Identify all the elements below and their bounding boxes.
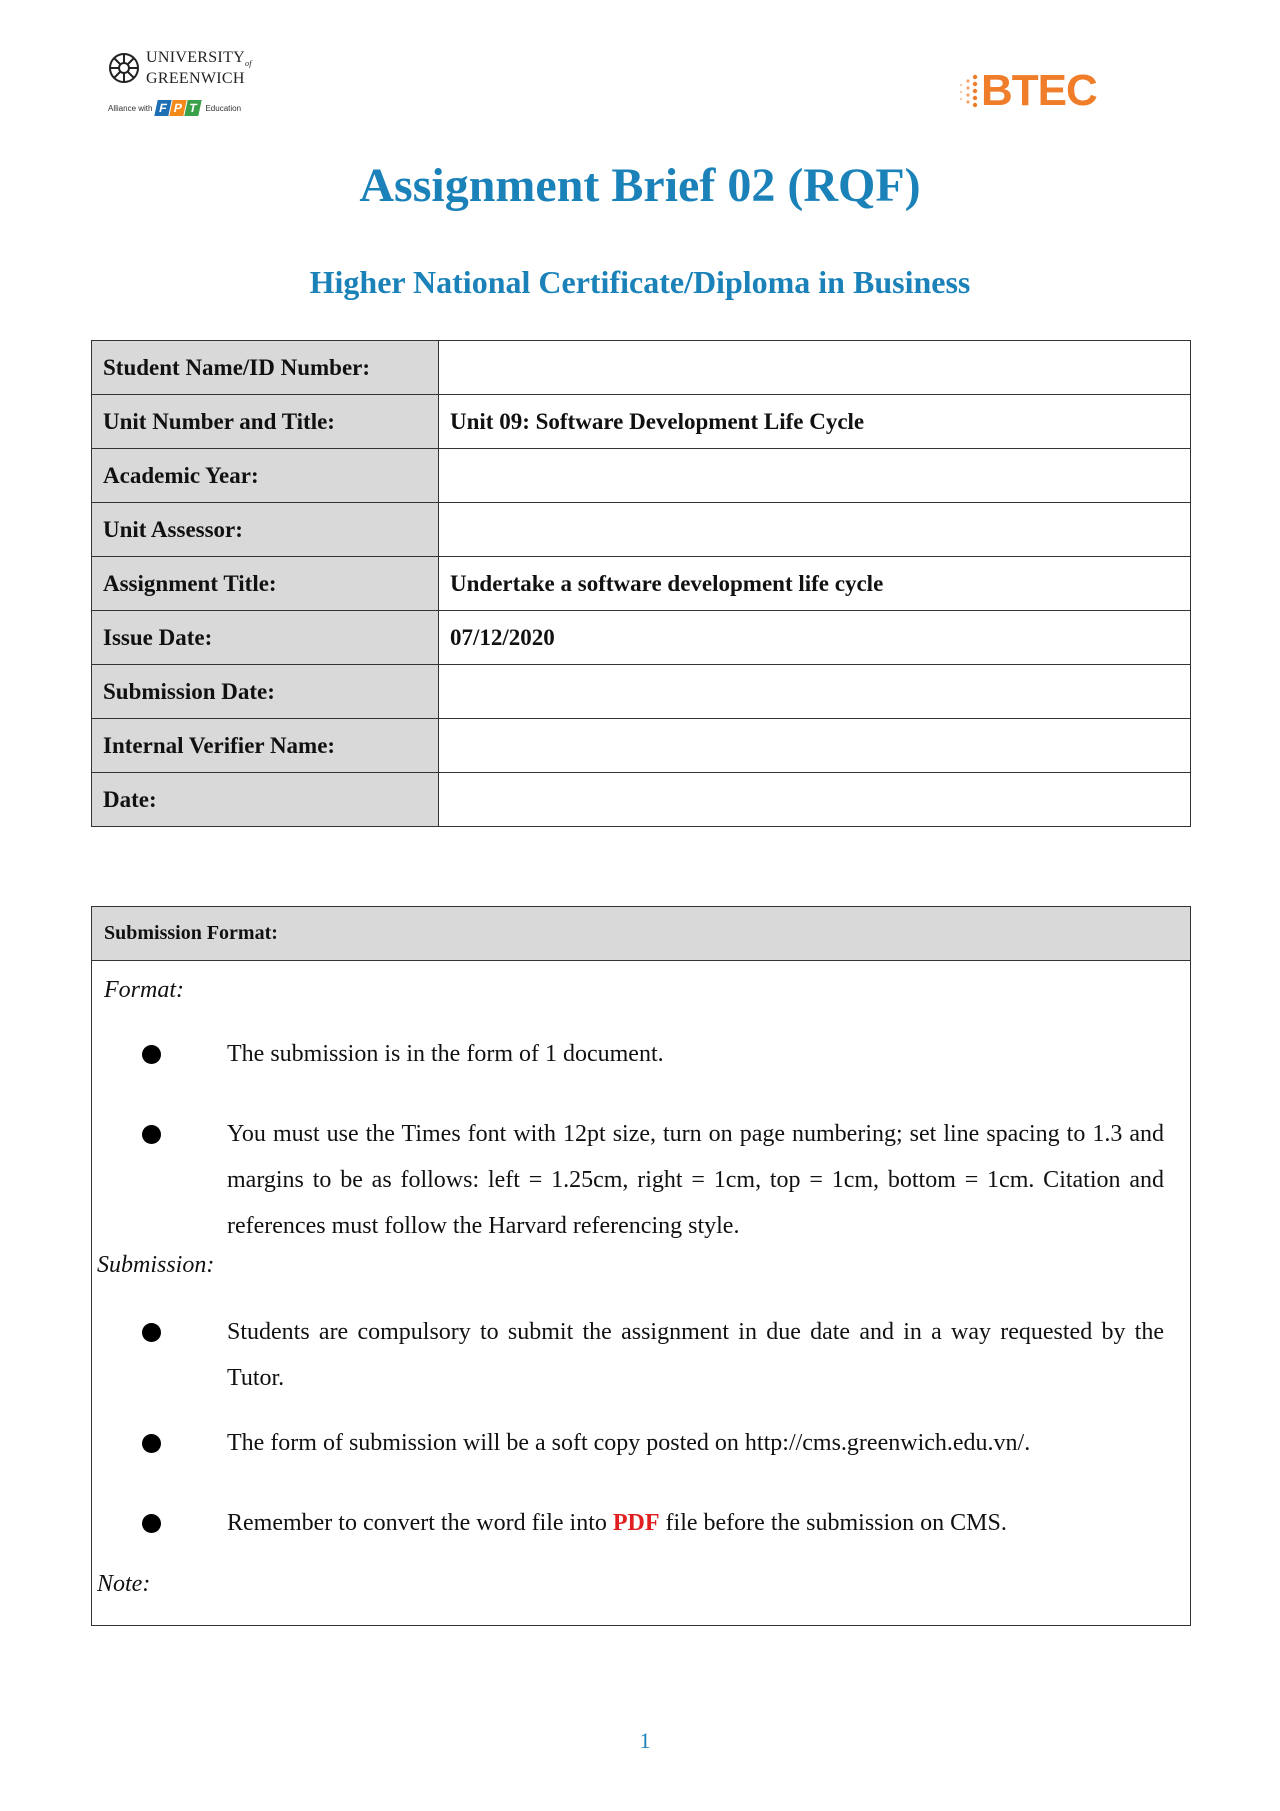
- info-value: Unit 09: Software Development Life Cycle: [439, 395, 1191, 449]
- table-row: [92, 611, 1191, 665]
- table-row: [92, 773, 1191, 827]
- submission-label: Submission:: [97, 1252, 215, 1278]
- bullet-icon: [142, 1323, 161, 1342]
- btec-logo: [955, 66, 1103, 116]
- format-label: Format:: [104, 977, 184, 1003]
- list-item: You must use the Times font with 12pt size, turn on page numbering; set line spacing to 1.3 and margins to be as follows: left = 1.25cm, right = 1cm, top = 1cm, bottom = 1cm. Citation and references must follow the Harvard referencing style.: [142, 1111, 1164, 1249]
- bullet-icon: [142, 1125, 161, 1144]
- page-number: 1: [639, 1728, 651, 1753]
- page-subtitle: Higher National Certificate/Diploma in Business: [309, 264, 971, 300]
- note-label: Note:: [97, 1571, 151, 1597]
- info-label: Issue Date:: [92, 611, 439, 665]
- table-row: [92, 503, 1191, 557]
- table-row: [92, 449, 1191, 503]
- page-title: Assignment Brief 02 (RQF): [359, 159, 921, 212]
- info-value: [439, 503, 1191, 557]
- bullet-icon: [142, 1045, 161, 1064]
- pdf-highlight: PDF: [612, 1510, 660, 1536]
- greenwich-crest-icon: [108, 52, 140, 84]
- btec-dots-icon: [955, 71, 981, 111]
- info-label: Submission Date:: [92, 665, 439, 719]
- info-value: [439, 773, 1191, 827]
- list-item: The form of submission will be a soft copy posted on http://cms.greenwich.edu.vn/.: [142, 1420, 1164, 1466]
- fpt-logo: F P T: [156, 100, 201, 116]
- info-label: Assignment Title:: [92, 557, 439, 611]
- list-item: Students are compulsory to submit the assignment in due date and in a way requested by the Tutor.: [142, 1309, 1164, 1401]
- submission-format-header: Submission Format:: [92, 907, 1190, 961]
- btec-text: BTEC: [981, 66, 1097, 115]
- university-name: $UNIVERSITY_{of}$ GREENWICH: [146, 49, 252, 88]
- list-item: Remember to convert the word file into PDF file before the submission on CMS.: [142, 1500, 1164, 1546]
- alliance-text: Alliance with: [108, 103, 153, 113]
- submission-format-box: [91, 906, 1191, 1626]
- info-label: Student Name/ID Number:: [92, 341, 439, 395]
- bullet-icon: [142, 1434, 161, 1453]
- info-value: [439, 665, 1191, 719]
- table-row: [92, 719, 1191, 773]
- info-value: 07/12/2020: [439, 611, 1191, 665]
- table-row: [92, 395, 1191, 449]
- table-row: [92, 557, 1191, 611]
- info-value: [439, 719, 1191, 773]
- info-label: Date:: [92, 773, 439, 827]
- info-label: Academic Year:: [92, 449, 439, 503]
- info-value: [439, 341, 1191, 395]
- university-logo: [108, 50, 268, 128]
- info-value: [439, 449, 1191, 503]
- info-value: Undertake a software development life cycle: [439, 557, 1191, 611]
- list-item: The submission is in the form of 1 document.: [142, 1031, 1164, 1077]
- assignment-info-table: [91, 340, 1191, 827]
- bullet-icon: [142, 1514, 161, 1533]
- table-row: [92, 665, 1191, 719]
- info-label: Unit Assessor:: [92, 503, 439, 557]
- education-text: Education: [205, 103, 242, 113]
- info-label: Unit Number and Title:: [92, 395, 439, 449]
- table-row: [92, 341, 1191, 395]
- info-label: Internal Verifier Name:: [92, 719, 439, 773]
